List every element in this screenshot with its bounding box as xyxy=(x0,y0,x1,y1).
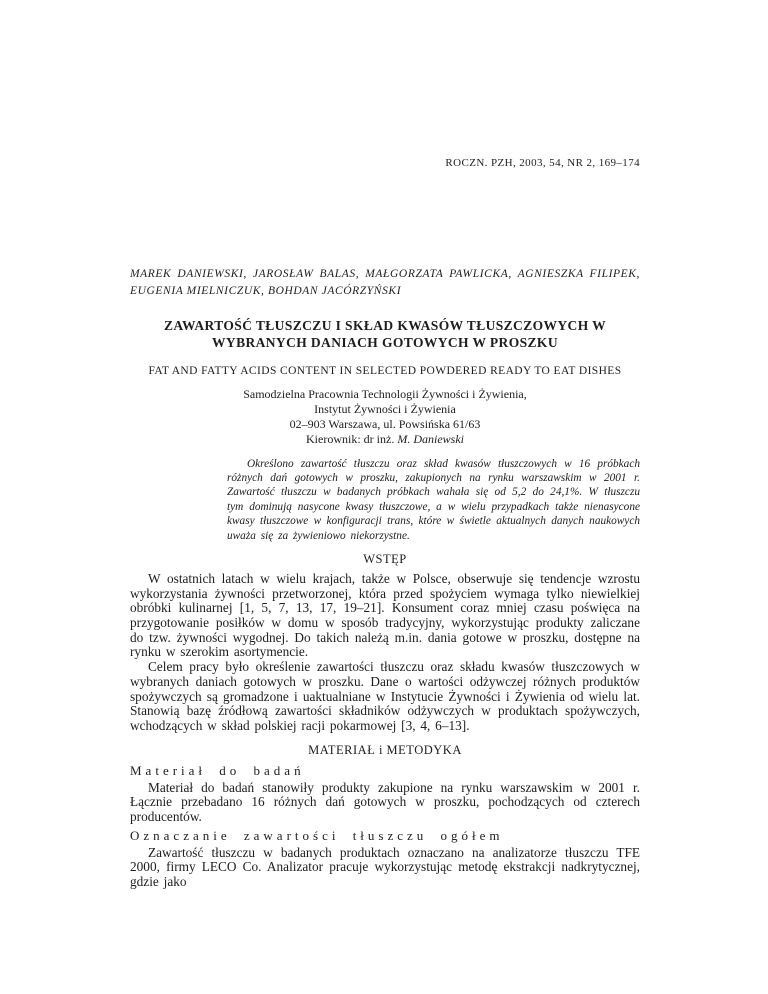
subheading-study-material: Materiał do badań xyxy=(130,762,305,778)
journal-citation: ROCZN. PZH, 2003, 54, NR 2, 169–174 xyxy=(445,157,640,169)
affiliation-block xyxy=(130,387,640,447)
subheading-total-fat-determination: Oznaczanie zawartości tłuszczu ogółem xyxy=(130,827,504,843)
affiliation-head-line xyxy=(130,432,640,447)
introduction-paragraph-1: W ostatnich latach w wielu krajach, także w Polsce, obserwuje się tendencje wzrostu wykorzystania żywności przetworzonej, która przed spożyciem wymaga tylko niewielkiej obróbki kulinarnej [1, 5, 7, 13, 17, 19–21]. Konsument coraz mniej czasu poświęca na przygotowanie posiłków w domu w sposób tradycyjny, wykorzystując produkty zaliczane do tzw. żywności wygodnej. Do takich należą m.in. dania gotowe w proszku, dostępne na rynku w szerokim asortymencie. xyxy=(130,570,640,660)
material-paragraph: Materiał do badań stanowiły produkty zakupione na rynku warszawskim w 2001 r. Łącznie przebadano 16 różnych dań gotowych w proszku, pochodzących od czterech producentów. xyxy=(130,779,640,825)
article-title-english: FAT AND FATTY ACIDS CONTENT IN SELECTED POWDERED READY TO EAT DISHES xyxy=(148,365,622,377)
affiliation-head-label: Kierownik: dr inż. xyxy=(306,431,398,446)
affiliation-institution-line2: Instytut Żywności i Żywienia xyxy=(314,401,456,416)
affiliation-institution-line1: Samodzielna Pracownia Technologii Żywności i Żywienia, xyxy=(243,386,527,401)
introduction-paragraph-2: Celem pracy było określenie zawartości tłuszczu oraz składu kwasów tłuszczowych w wybranych daniach gotowych w proszku. Dane o wartości odżywczej różnych produktów spożywczych są gromadzone i uaktualniane w Instytucie Żywności i Żywienia od wielu lat. Stanowią bazę źródłową zawartości składników odżywczych w produktach spożywczych, wchodzących w skład polskiej racji pokarmowej [3, 4, 6–13]. xyxy=(130,659,640,733)
article-content xyxy=(130,0,640,890)
affiliation-address: 02–903 Warszawa, ul. Powsińska 61/63 xyxy=(289,416,481,431)
abstract-paragraph: Określono zawartość tłuszczu oraz skład kwasów tłuszczowych w 16 próbkach różnych dań gotowych w proszku, zakupionych na rynku warszawskim w 2001 r. Zawartość tłuszczu w badanych próbkach wahała się od 5,2 do 24,1%. W tłuszczu tym dominują nasycone kwasy tłuszczowe, a w wielu przypadkach także nienasycone kwasy tłuszczowe w konfiguracji trans, które w świetle aktualnych danych naukowych uważa się za żywieniowo niekorzystne. xyxy=(227,457,640,542)
section-heading-material-methods: MATERIAŁ i METODYKA xyxy=(308,742,462,757)
article-title-polish: ZAWARTOŚĆ TŁUSZCZU I SKŁAD KWASÓW TŁUSZCZOWYCH W WYBRANYCH DANIACH GOTOWYCH W PROSZKU xyxy=(163,318,607,350)
fat-determination-paragraph: Zawartość tłuszczu w badanych produktach oznaczano na analizatorze tłuszczu TFE 2000, firmy LECO Co. Analizator pracuje wykorzystując metodę ekstrakcji nadkrytycznej, gdzie jako xyxy=(130,844,640,890)
authors-line: MAREK DANIEWSKI, JAROSŁAW BALAS, MAŁGORZATA PAWLICKA, AGNIESZKA FILIPEK, EUGENIA MIELNICZUK, BOHDAN JACÓRZYŃSKI xyxy=(130,268,640,297)
affiliation-head-name: M. Daniewski xyxy=(397,431,464,446)
section-heading-introduction: WSTĘP xyxy=(363,551,407,566)
